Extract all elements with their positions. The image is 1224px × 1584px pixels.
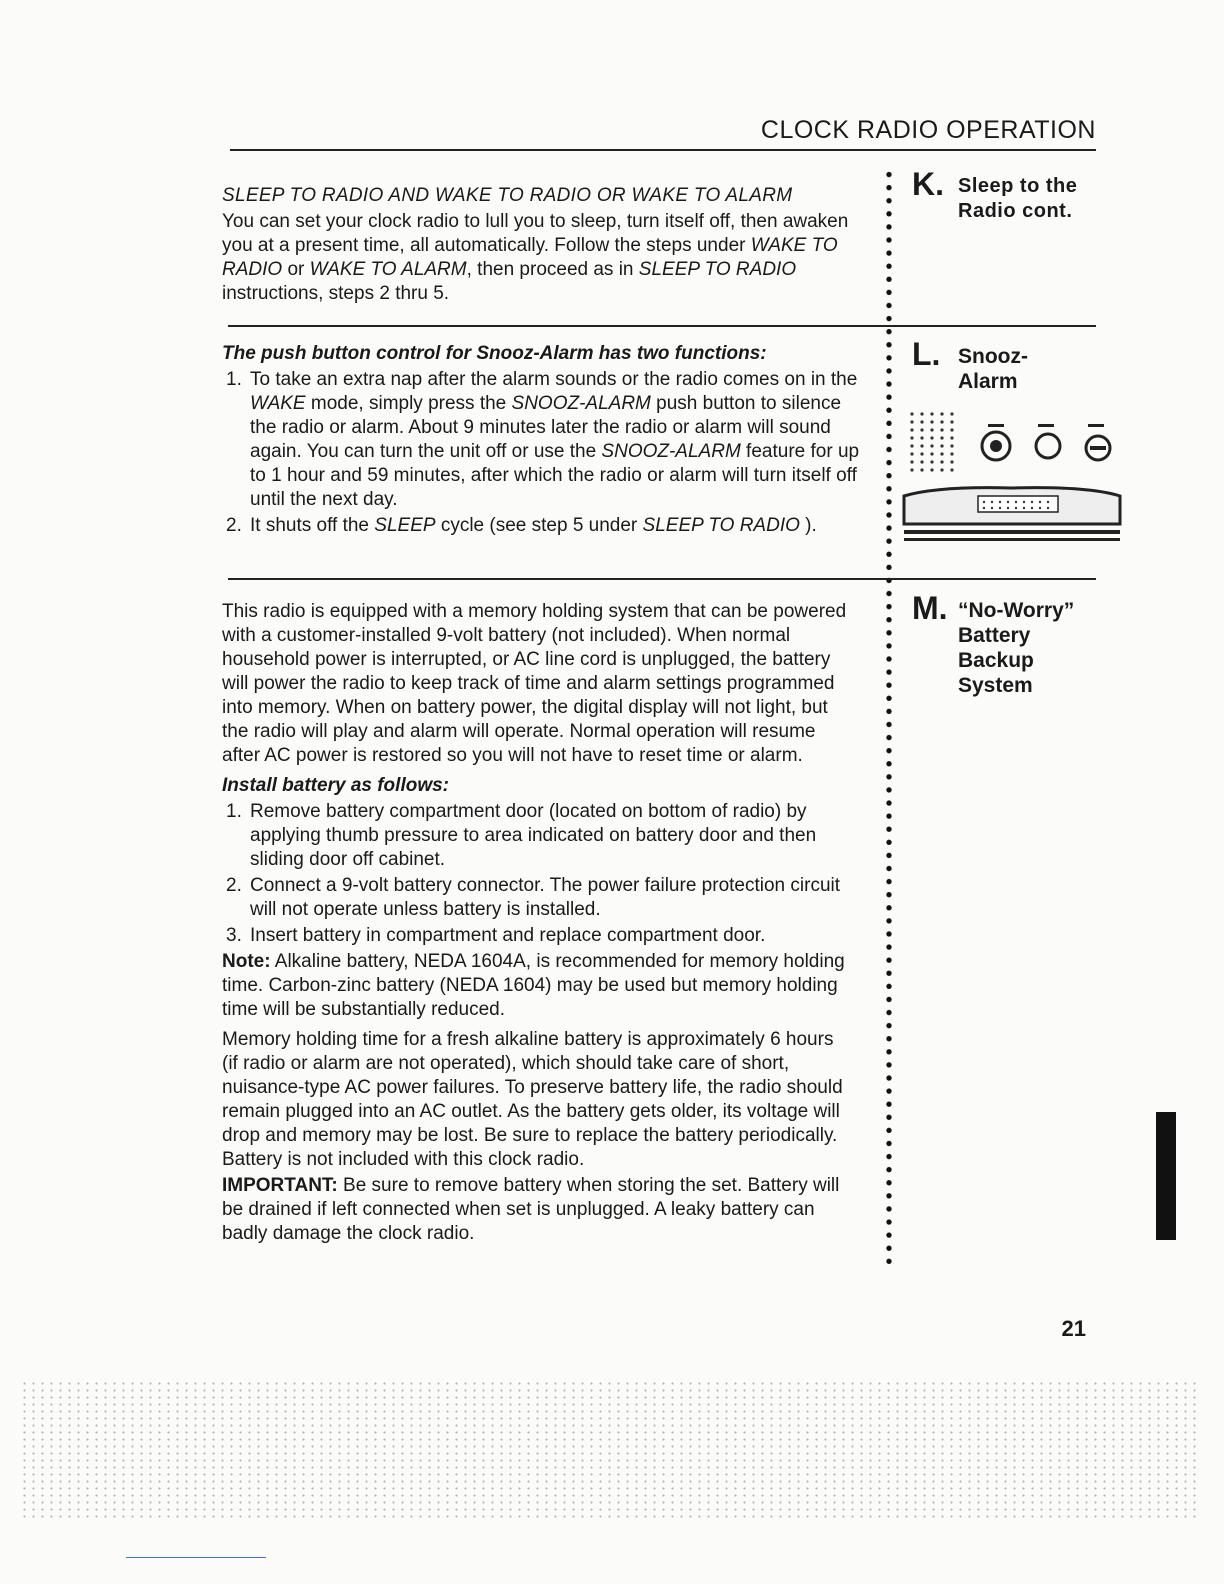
section-battery-backup	[222, 600, 852, 1246]
snooz-functions-list	[222, 368, 862, 538]
side-m-line2: Battery	[958, 624, 1031, 647]
section-l-heading: The push button control for Snooz-Alarm has two functions:	[222, 343, 767, 364]
list-item: 3. Insert battery in compartment and replace compartment door.	[226, 925, 766, 946]
list-item: 1. Remove battery compartment door (located on bottom of radio) by applying thumb pressure to area indicated on battery door and then sliding door off cabinet.	[226, 801, 817, 870]
note-paragraph: Note: Alkaline battery, NEDA 1604A, is recommended for memory holding time. Carbon-zinc battery (NEDA 1604) may be used but memory holding time will be substantially reduced.	[222, 951, 845, 1020]
list-item: 2. Connect a 9-volt battery connector. The power failure protection circuit will not operate unless battery is installed.	[226, 875, 841, 920]
install-steps-list	[222, 800, 852, 948]
clock-radio-illustration	[898, 396, 1124, 546]
page-title: CLOCK RADIO OPERATION	[760, 116, 1096, 144]
side-m-line3: Backup	[958, 649, 1034, 672]
side-k-line2: Radio cont.	[958, 200, 1073, 222]
side-m-line1: “No-Worry”	[958, 599, 1075, 622]
page-header	[230, 116, 1096, 151]
section-k-heading: SLEEP TO RADIO AND WAKE TO RADIO OR WAKE TO ALARM	[222, 185, 793, 206]
section-sleep-wake	[222, 184, 862, 306]
list-item: 1. To take an extra nap after the alarm sounds or the radio comes on in the WAKE mode, simply press the SNOOZ-ALARM push button to silence the radio or alarm. About 9 minutes later the radio or alarm will sound again. You can turn the unit off or use the SNOOZ-ALARM feature for up to 1 hour and 59 minutes, after which the radio or alarm will turn itself off until the next day.	[226, 369, 860, 510]
install-heading: Install battery as follows:	[222, 775, 449, 796]
side-m-line4: System	[958, 674, 1033, 697]
bottom-rule	[126, 1557, 266, 1558]
side-k-line1: Sleep to the	[958, 175, 1078, 197]
important-paragraph: IMPORTANT: Be sure to remove battery when storing the set. Battery will be drained if left connected when set is unplugged. A leaky battery can badly damage the clock radio.	[222, 1175, 840, 1244]
side-l-line1: Snooz-	[958, 345, 1028, 368]
divider-l-m	[228, 578, 1096, 580]
page-number: 21	[1061, 1316, 1086, 1341]
divider-k-l	[228, 325, 1096, 327]
side-l-line2: Alarm	[958, 370, 1018, 393]
memory-paragraph: Memory holding time for a fresh alkaline battery is approximately 6 hours (if radio or alarm are not operated), which should take care of short, nuisance-type AC power failures. To preserve battery life, the radio should remain plugged into an AC outlet. As the battery gets older, its voltage will drop and memory may be lost. Be sure to replace the battery periodically. Battery is not included with this clock radio.	[222, 1029, 843, 1170]
section-k-body: You can set your clock radio to lull you to sleep, turn itself off, then awaken you at a present time, all automatically. Follow the steps under WAKE TO RADIO or WAKE TO ALARM, then proceed as in SLEEP TO RADIO instructions, steps 2 thru 5.	[222, 211, 849, 304]
side-letter-l: L.	[912, 336, 941, 372]
section-snooz-alarm	[222, 342, 862, 540]
scan-noise	[20, 1380, 1200, 1520]
list-item: 2. It shuts off the SLEEP cycle (see step 5 under SLEEP TO RADIO ).	[226, 515, 817, 536]
section-m-intro: This radio is equipped with a memory holding system that can be powered with a customer-installed 9-volt battery (not included). When normal household power is interrupted, or AC line cord is unplugged, the battery will power the radio to keep track of time and alarm settings programmed into memory. When on battery power, the digital display will not light, but the radio will play and alarm will operate. Normal operation will resume after AC power is restored so you will not have to reset time or alarm.	[222, 601, 847, 766]
side-letter-k: K.	[912, 166, 944, 202]
edge-tab-marker	[1156, 1112, 1176, 1240]
side-letter-m: M.	[912, 590, 948, 626]
dotted-divider	[884, 168, 894, 1268]
